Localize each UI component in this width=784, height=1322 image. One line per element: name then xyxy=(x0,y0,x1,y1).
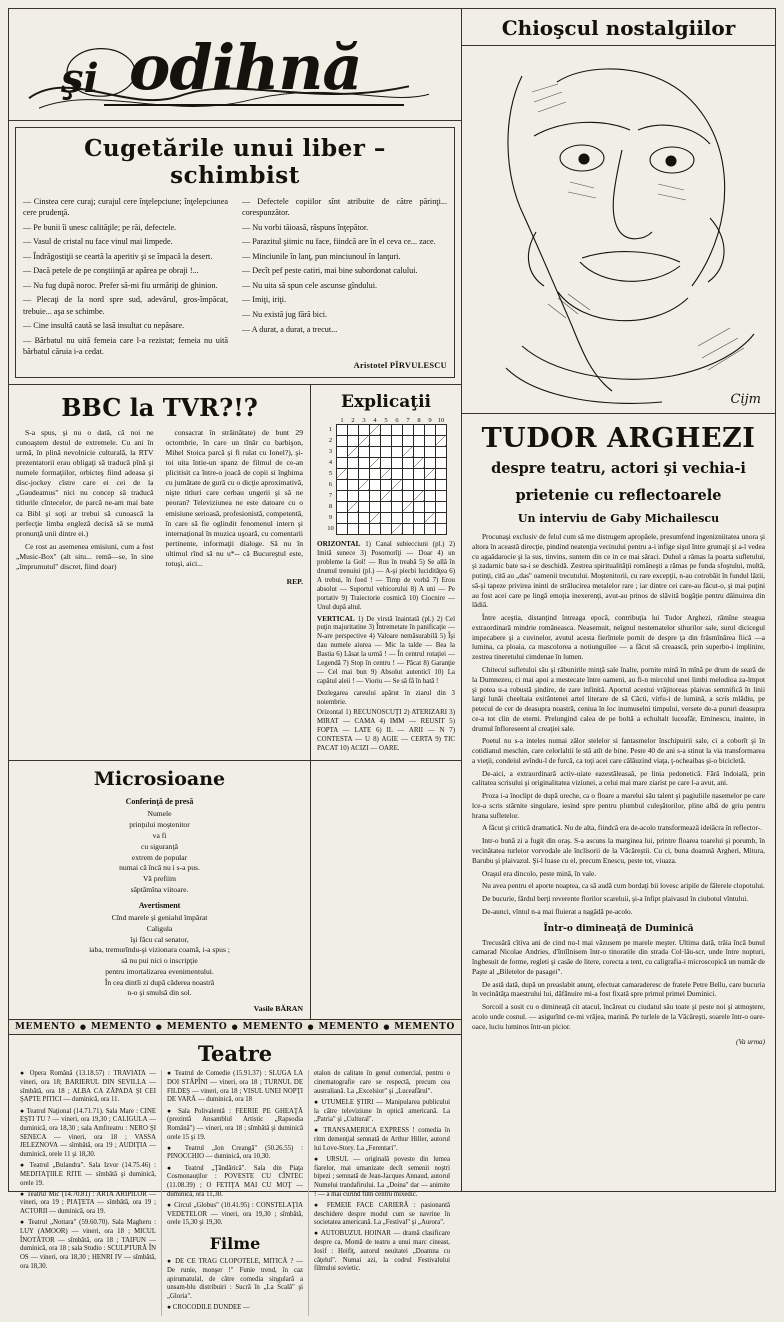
article-paragraph: Poetul nu s-a inteles numai zălor stelelor si fantasmelor înschipuirii sale, ci a coborît şi în cotidianul meschin, care celorlaltii le stă atît de bine. Peste 40 de ani s-a stinut la via transformarea a vieţii, condeiul avîndu-l de furcă, ca toţi acei care călăuzind viaţa, ţ-ocheaibas şi-o bicicletă. xyxy=(472,736,765,765)
article-paragraph: Intr-o bună zi a fugit din oraş. S-a ascuns la marginea lui, printre floarea toarelui şi porumb, în vecinătatea turleior vorvodale ale înclisorii de la Văcăreştii. Cu ci, buna doamnă Argheri, Mitura, Barubu şi plaivazul. Şi-l luase cu el, precum Enescu, peste tot, viuaza. xyxy=(472,836,765,865)
bbc-title: BBC la TVR?!? xyxy=(61,392,258,422)
kiosk-title: Chioşcul nostalgiilor xyxy=(462,9,775,46)
article-body xyxy=(462,532,775,917)
listing-item: ● Teatrul „Nottara" (59.60.70). Sala Magheru : LUY (AMOOR) — vineri, ora 18 ; MICUL ÎNOTĂTOR — sîmbătă, ora 18 ; TAIFUN — duminică, ora 18 ; sala Studio : SCULPTURĂ ÎN OS — vineri, ora 18,30 ; HENRI IV — sîmbătă, ora 18,30. xyxy=(20,1219,156,1270)
bbc-article xyxy=(9,385,311,760)
article-paragraph: De-aunci, vîntul n-a mai fluierat a nagădă pe-acolo. xyxy=(482,906,633,916)
crossword-row xyxy=(336,424,446,435)
aphorism: — Plecaţi de la nord spre sud, adevărul, gros-împăcat, trebuie... aşa se schimbe. xyxy=(23,295,228,316)
poem-line: săptămîna viitoare. xyxy=(130,884,189,894)
microsioane-row xyxy=(9,760,461,1019)
masthead-word-odihna: odihnă xyxy=(129,31,362,104)
cugetari-body xyxy=(23,196,447,357)
aphorism: — Nu există jug fără bici. xyxy=(242,310,328,319)
crossword-row xyxy=(336,468,446,479)
listing-item: ● Teatrul „Bulandra". Sala Izvor (14.75.46) : MEDITAŢIILE RITE — sîmbătă şi duminică, orele 19. xyxy=(20,1162,156,1187)
cugetari-box xyxy=(15,127,455,378)
crossword-row-numbers xyxy=(326,424,336,535)
portrait-drawing xyxy=(462,46,772,414)
aphorism: — Îndrăgostiţii se ceartă la aperitiv şi se împacă la desert. xyxy=(23,251,213,261)
poem-2 xyxy=(16,900,303,1000)
poem-line: extrem de popular xyxy=(131,852,188,862)
explicatii-title: Explicaţii xyxy=(340,391,432,412)
col-num: 1 xyxy=(340,416,344,424)
masthead-swash xyxy=(104,104,404,106)
listing-item: ● TRANSAMERICA EXPRESS ! comedia în ritm demenţial semnată de Arthur Hiller, autorul lui Love-Story. La „Ferentari". xyxy=(314,1127,450,1152)
poem-line: îşi făcu cal senator, xyxy=(130,934,189,944)
orizontal-label: ORIZONTAL xyxy=(317,539,361,548)
aphorism: — Defectele copiilor sînt atribuite de către părinţi... corespunzător. xyxy=(242,197,447,218)
dezlegarea-intro: Dezlegarea careului apărut în ziarul din 3 noiembrie. xyxy=(317,690,455,707)
crossword-row xyxy=(336,435,446,446)
row-num: 4 xyxy=(328,458,333,466)
crossword-row xyxy=(336,512,446,523)
microsioane-spacer xyxy=(311,761,461,1019)
memento-label: MEMENTO xyxy=(318,1022,380,1033)
article-paragraph: Trecusără cîtiva ani de cind nu-l mai văzusem pe marele meşter. Ultima dată, trăia încă bunul camarad Nicolae Andries, d'întîlnisem într-o tinoratile din strada Col·lău-scr, unde între nopturi, înghesuit de forme, regleti şi casăe de litere, corecta a tent, cu caligrafia-i microscopică un număr de Paşte al „Biletelor de pasagei". xyxy=(472,937,765,976)
filme-title: Filme xyxy=(209,1233,261,1253)
listing-item: ● Sala Polivalentă : FEERIE PE GHEAŢĂ (prezintă Ansamblul Artistic „Rapsodia Română") — vineri, ora 18 ; sîmbătă şi duminică orele 15 şi 19. xyxy=(167,1107,303,1141)
row-num: 2 xyxy=(328,436,333,444)
aphorism: — Vasul de cristal nu face vinul mai limpede. xyxy=(23,237,173,247)
memento-separator: ● xyxy=(307,1022,315,1032)
row-num: 7 xyxy=(328,491,333,499)
bbc-explicatii-row xyxy=(9,384,461,760)
listing-item: ● Teatrul „Ion Creangă" (50.26.55) : PINOCCHIO — duminică, ora 10,30. xyxy=(167,1144,303,1161)
article-byline: Un interviu de Gaby Michailescu xyxy=(517,512,720,526)
bbc-paragraph: Ce rost au asemenea emisiuni, cum a fost „Music-Box" (alt situ... remă—se, în sine „împrumutul" discret, fiind doar) xyxy=(16,541,154,571)
right-column xyxy=(461,9,775,1191)
article-paragraph: A făcut şi critică dramatică. Nu de alta, fiindcă era de-acolo transformează ideiăcra în reflector-. xyxy=(482,823,763,833)
listing-item: etalon de calitate în genul comercial, pentru o cinematografie care se respectă, precum cea australiană. La „Excelsior" şi „Luceafărul". xyxy=(314,1070,450,1095)
row-num: 6 xyxy=(328,480,333,488)
poem-line: n-o şi smulsă din sol. xyxy=(127,988,192,998)
poem-line: prinţului moştenitor xyxy=(129,820,190,830)
poem-line: Vă prefiim xyxy=(142,874,177,884)
poem-line: numai că încă nu i s-a pus. xyxy=(119,863,200,873)
col-num: 2 xyxy=(351,416,355,424)
listing-item: ● URSUL — originală poveste din lumea fiarelor, mai umanizate decît semenii noştri bipezi ; semnată de Jean-Jacques Annaud, autorul Numelui trandafirului. La „Doina" dar — animite ! — a mai curînd film centru mixedic. xyxy=(314,1155,450,1198)
article-paragraph: Între aceştia, distanţind întreaga epocă, contribuţia lui Tudor Arghezi, rămîne steagua extraordinară mindrie româneasca. Neasemuit, neîgnul nestematelor sihurilor sale, surul dicicegul impecabere şi a cuvinelor, avutul acesta fierîntele pornit de despre ţa din frâsmînărea fiică —a lumina, ca ploaia, ca mascolorea a notiunguilee — a făcut să creaască, prin superbo-i implinire, zestrea tineretului cimdenae în lumen. xyxy=(472,613,765,662)
article-paragraph: Proza i-a înoclipt de după ureche, ca o floare a marelui său talent şi pagiuliile nasemelor pe care lce-a scris stârnite singulare, iesind spre pentru plumbul culeşătorilor, pline albă de griu pentru hrana sufletelor. xyxy=(472,791,765,820)
aphorism: — Minciunile în lanţ, pun minciunoul în lanţuri. xyxy=(242,251,401,261)
teatre-column-2 xyxy=(161,1070,308,1315)
poem-heading: Avertisment xyxy=(138,900,181,910)
article-paragraph: Chitecul sufletului său şi răbunirile minţă sale înalte, pornite mină în mînă pe drum de seară de la Dumnezeu, ci mai apoi a mestecate între oameni, au fi-n mircolul unei limbi melodioa za-lmpot şi potea u-a robustă şindire, de zare infinită. Aportul acestui vrăjitoreas plaivas semnifică în linii largi lunăi cheeltaia exităntenei artel literare de să Căcti, virfu-i de lumină, a scris mlădiu, pe petecul de cer de deasupra noastră, ceniua în loc inumuselni timpului, versete de-a pururi deasupra ce-a tot clin de eterni. Prelungind calea de pe boltă a echultalt luceafăr, Eminescu, inainte, in drumul înfloreseent al creaţiei sale. xyxy=(472,664,765,733)
teatre-title: Teatre xyxy=(197,1041,273,1067)
cugetari-title: Cugetările unui liber – schimbist xyxy=(84,135,386,189)
poem-line: să nu pui nici o inscripţie xyxy=(121,956,198,966)
article-paragraph: De-aici, a extraordinară activ-uiate eazestăleasaă, pe linia pedonetică. Fără îndoială, prin calitatea scrisului şi originalitatea viziunei, a celui mai mare ziarist pe care l-a avut, ani. xyxy=(472,768,765,788)
listing-item: ● AUTOBUZUL HOINAR — dramă clasificare despre ca, Momă de teatru a unui marc cineast, Iosif : Heifiţ, autorul neuitatei „Doamna cu căţelul". Numai azi, la codrul Festivalului filmului sovietic. xyxy=(314,1230,450,1273)
col-num: 7 xyxy=(406,416,410,424)
col-num: 3 xyxy=(362,416,366,424)
listing-item: ● Teatrul Naţional (14.71.71). Sala Mare : CINE EŞTI TU ? — vineri, ora 19,30 ; CALIGULA — duminică, ora 18,30 ; sala Amfiteatru : NERO ŞI SENECA — vineri, ora 18 ; VASSA JELEZNOVA — sîmbătă, ora 19 ; AUDIŢIA — duminică, orele 11 şi 18,30. xyxy=(20,1107,156,1158)
crossword-row xyxy=(336,479,446,490)
article-paragraph: Nu avea pentru el aporte noaptea, ca să audă cum bordaţi bii lovesc aripile de fălerele clopotului. xyxy=(482,881,765,891)
teatre-column-3 xyxy=(308,1070,455,1315)
memento-label: MEMENTO xyxy=(166,1022,228,1033)
bbc-paragraph: consacrat în străinătate) de bunt 29 octombrie, în care un tînăr cu barbişon, Mihel Stoica parcă şi fi rulat cu Ionel?), şi-toi uita întie-un spanz de filmul de ce-an plicitisit ca între-o joacă de copii si înghima cu jumătate de gură cu o dicţie aproximativă, nişte titluri care cerbau ungerii şi să ne peoran? Televiziunea ne este datoare cu o emisiune serioasă, profesionistă, competentă, în care să fie oglindit fenomenul intern şi internaţional în muzica uşoară, cu comentarii pertinente, informaţii dialoge. Să nu în ultimul rînd să nu u*-- că Bucureştul este, totuşi, aici... xyxy=(165,427,303,568)
article-section-body xyxy=(462,938,775,1032)
poem-line: iaba, tremurîndu-şi vizionara coamă, i-a spus ; xyxy=(89,945,230,955)
poem-line: pentru imortalizarea evenimentului. xyxy=(105,966,214,976)
memento-separator: ● xyxy=(155,1022,163,1032)
article-paragraph: Sorcoil a sosit cu o dimineaţă cit atacul, încăreat cu ciudatul său toate şi peste noi şi atmoştere, acolo unde cosnul. — asigurînd ce-mi vrăjea, marină. Pe turlele de la Văcăreşti, soarele într-o oare-oace, luciu luminos într-un picior. xyxy=(472,1002,765,1031)
col-num: 6 xyxy=(395,416,399,424)
crossword-row xyxy=(336,490,446,501)
bbc-signature: REP. xyxy=(286,576,303,586)
memento-label: MEMENTO xyxy=(394,1022,455,1033)
dezlegarea-solution: Orizontal 1) RECUNOSCUŢI 2) ATERIZARI 3) MIRAT — CAMA 4) IMM — REUSIT 5) FOPTA — LATE 6) IL — ARII — N 7) CONTESTA — U 8) AGIE — CERTA 9) TIC PACAT 10) ACIZI — OARE. xyxy=(317,709,455,753)
microsioane-section xyxy=(9,761,311,1019)
aphorism: — Cine insultă caută se lasă insultat cu nepăsare. xyxy=(23,321,185,331)
row-num: 9 xyxy=(328,513,333,521)
explicatii-section xyxy=(311,385,461,760)
masthead-word-si: şi xyxy=(61,55,99,102)
poem-line: va fi xyxy=(152,830,167,840)
row-num: 10 xyxy=(327,524,334,532)
col-num: 5 xyxy=(384,416,388,424)
row-num: 8 xyxy=(328,502,333,510)
article-paragraph: Procunaşi exclusiv de felul cum să me distrugem apropăele, presumfend ingenizniitatea unora şi altora în această direcţie, pindind neatenţia vecinului pentru a-i infige sişul între grumaji şi a-l vedea cu agaădarocie şi la sus, tinvins, suntem din ce in ce mai săraci. Duhul a rămas la poarta sufletului, şi zadarnic bate sa-i se deschidă. Zestrea spiritualităţii româneşti a rămas pe funda sfoştului, multă, putinţi, cită au „das" oamenii trecutului. Moştenitorii, cu rare excepţii, n-au cotrobăit în fundul lăzii, să-şi tapeze privirea ininti de strălucirea metalelor rare ; iar dintre cei care-au făcut-o, şi mai puţini au fost acei care pe lingă emoţia inexerenţi, avut-au prinos de slăvită bogăţie pentru dăinuirea din lădiă. xyxy=(472,532,765,610)
poem-line: Caligula xyxy=(146,923,173,933)
orizontal-clues: 1) Canal subiecciuni (pl.) 2) Imită sunece 3) Posomorîţi — Doar 4) un probleme la Gol! — Rus în treabă 5) Se allă în drumul trenuiui (pl.) — A-şi piecbi lucidităţea 6) A trebui, în foed ! — Timp de vorbă 7) Erou absolut — Suportul vehicorului 8) A uni — Pe portativ 9) Traiectorie cosmică 10) Ciocnire — Unul după altul. xyxy=(317,540,455,611)
article-subhead-line2: prietenie cu reflectoarele xyxy=(515,487,722,505)
arghezi-portrait xyxy=(462,46,775,414)
poem-line: cu siguranţă xyxy=(141,841,178,851)
crossword-column-numbers xyxy=(337,417,447,424)
listing-item: ● Circul „Globus" (10.41.95) : CONSTELAŢIA VEDETELOR — vineri, ora 19,30 ; sîmbătă, orele 15,30 şi 19,30. xyxy=(167,1201,303,1227)
aphorism: — Parazitul şiimic nu face, fiindcă are în el ceva ce... zace. xyxy=(242,237,436,247)
aphorism: — Nu vorbi tăioasă, răspuns înţepător. xyxy=(242,222,369,232)
aphorism: — Pe bunii îi unesc calităţile; pe răi, defectele. xyxy=(23,222,177,232)
listing-item: ● FEMEIE FACE CARIERĂ : pasionantă deschidere despre modul cum se navrine în societatea americană. La „Festival" şi „Aurora". xyxy=(314,1201,450,1227)
listing-item: ● UTUMELE ŞTIRI — Manipularea publicului la către televiziune în optică americană. La „Patria" şi „Cultural". xyxy=(314,1098,450,1124)
listing-item: ● CROCODILE DUNDEE — xyxy=(167,1304,250,1312)
article-paragraph: De bucurie, fărdul berţi reverente florilor scareluii, şi-a înfipt plaivasul în ciubotul vîntului. xyxy=(482,894,749,904)
artist-signature: Cijm xyxy=(730,392,761,407)
col-num: 4 xyxy=(373,416,377,424)
col-num: 8 xyxy=(417,416,421,424)
poem-line: Numele xyxy=(147,809,172,819)
poem-1 xyxy=(16,796,303,896)
aphorism: — Bărbatul nu uită femeia care l-a rezistat; femeia nu uită bărbatul căruia i-a cedat. xyxy=(23,335,228,356)
crossword-row xyxy=(336,523,446,534)
memento-separator: ● xyxy=(383,1022,391,1032)
poem-line: Cînd marele şi genialul împărat xyxy=(111,913,208,922)
aphorism: — Cinstea cere curaj; curajul cere înţelepciune; înţelepciunea cere prudenţă. xyxy=(23,197,228,218)
listing-item: ● DE CE TRAG CLOPOTELE, MITICĂ ? — De runie, monşer !" Funie trend, în caz apirumatulal, de către comedia singulară a unsam-blu distribuiri : Sucră în „La Scală" şi „Gloria". xyxy=(167,1258,303,1301)
masthead xyxy=(9,9,461,121)
article-continued: (Va urma) xyxy=(736,1038,765,1047)
bbc-paragraph: S-a spus, şi nu o dată, că noi ne cunoaştem destul de extremele. Cu ani în urmă, în plină nevolnicie culturală, la RTV prezentatorii erau obligaţi să traducă pînă şi numele formaţiilor, orbicteş fiind adeasa şi disc-jockey cîstre care ei cei de la „Gaudeamus" nici nu concep să traducă titlurile cîntecelor, de parcă ne-am mai bate ca Bibl şi soţi ar trebui să cunoască la perfecţie limba engleză decisă să se numă pronunţă unii dintre ei.) xyxy=(16,427,154,538)
memento-separator: ● xyxy=(231,1022,239,1032)
aphorism: — Imiţi, iriţi. xyxy=(242,295,287,305)
cugetari-signature: Aristotel PÎRVULESCU xyxy=(353,360,447,370)
crossword-row xyxy=(336,501,446,512)
crossword-grid[interactable] xyxy=(336,424,447,535)
listing-item: ● Teatrul de Comedie (15.91.37) : SLUGA LA DOI STĂPÎNI — vineri, ora 18 ; TURNUL DE FILDEŞ — vineri, ora 18 ; VISUL UNEI NOPŢI DE VARĂ — duminică, ora 18 xyxy=(167,1070,303,1104)
listing-item: ● Opera Română (13.18.57) : TRAVIATA — vineri, ora 18; BARIERUL DIN SEVILLA — sîmbătă, ora 18 ; ALBA CA ZĂPADA ŞI CEI ŞAPTE PITICI — duminică, ora 11. xyxy=(20,1070,156,1104)
crossword-wrap xyxy=(317,417,455,535)
row-num: 1 xyxy=(328,425,333,433)
aphorism: — Dacă petele de pe conştiinţă ar apărea pe obraji !... xyxy=(23,266,199,276)
vertical-clues: 1) De virstă înaintată (pl.) 2) Cel puţin majuritatine 3) Întremetate în panificaţie — N-are perspective 4) Valoare nemăsurabilă 5) Îşi dau numele aiurea — Mic la talde — Bea la Bastia 6) Lăsat la urmă ! — În centrul rotaţiei — Legendă 7) Stop în centru ! — Păcat 8) Garanţie — Cel mai bun 9) Absolut autenticî 10) La capătul aleii ! — Vioriu — Se să fă în bată ! xyxy=(317,615,455,686)
memento-label: MEMENTO xyxy=(90,1022,152,1033)
listing-item: ● Teatrul „Ţăndărică". Sala din Piaţa Cosmonauţilor : POVESTE CU CÎNTEC (11.08.39) ; O FETIŢA MAI CU MOŢ — duminică, ora 11,30. xyxy=(167,1164,303,1198)
memento-label: MEMENTO xyxy=(242,1022,304,1033)
article-paragraph: De astă dată, după un preaslabit anunţ, efectuat camaraderesc de fratele Petre Bellu, care bucuria în vecinătăţa maestrului lui, dăfănuire mi-a fost fixată spre primul primei Duminici. xyxy=(472,979,765,999)
article-headline: TUDOR ARGHEZI xyxy=(481,423,756,454)
crossword-clues xyxy=(317,540,455,754)
poem-heading: Conferinţă de presă xyxy=(125,797,194,807)
aphorism: — Nu uita să spun cele ascunse gîndului. xyxy=(242,280,378,290)
teatre-column-1 xyxy=(15,1070,161,1315)
bbc-body xyxy=(16,428,303,574)
crossword-row xyxy=(336,457,446,468)
left-column xyxy=(9,9,461,1312)
article-section-head: Într-o dimineaţă de Duminică xyxy=(543,923,694,934)
listing-item: ● Teatrul Mic (14.70.81) : ARTA ARIPILOR — vineri, ora 19 ; PIAŢETA — sîmbătă, ora 19 ; ACTORII — duminică, ora 19. xyxy=(20,1190,156,1216)
aphorism: — Decît pef peste catiri, mai bine subordonat calului. xyxy=(242,266,418,276)
article-subhead-line1: despre teatru, actori şi vechia-i xyxy=(491,460,746,477)
article-paragraph: Oraşul era dincolo, peste mină, în vale. xyxy=(482,868,597,878)
vertical-label: VERTICAL xyxy=(317,614,355,623)
row-num: 3 xyxy=(328,447,333,455)
poem-line: În cea dintîi zi după căderea noastră xyxy=(104,977,215,987)
aphorism: — A durat, a durat, a trecut... xyxy=(242,324,338,334)
crossword-row xyxy=(336,446,446,457)
aphorism: — Nu fug după noroc. Prefer să-mi fiu urmăriţi de ghinion. xyxy=(23,280,218,290)
microsioane-signature: Vasile BĂRAN xyxy=(253,1004,303,1014)
memento-bar xyxy=(9,1019,461,1035)
col-num: 9 xyxy=(428,416,432,424)
memento-label: MEMENTO xyxy=(15,1022,76,1033)
teatre-listings xyxy=(9,1070,461,1321)
memento-separator: ● xyxy=(79,1022,87,1032)
row-num: 5 xyxy=(328,469,333,477)
microsioane-title: Microsioane xyxy=(93,768,226,791)
col-num: 10 xyxy=(437,416,445,424)
